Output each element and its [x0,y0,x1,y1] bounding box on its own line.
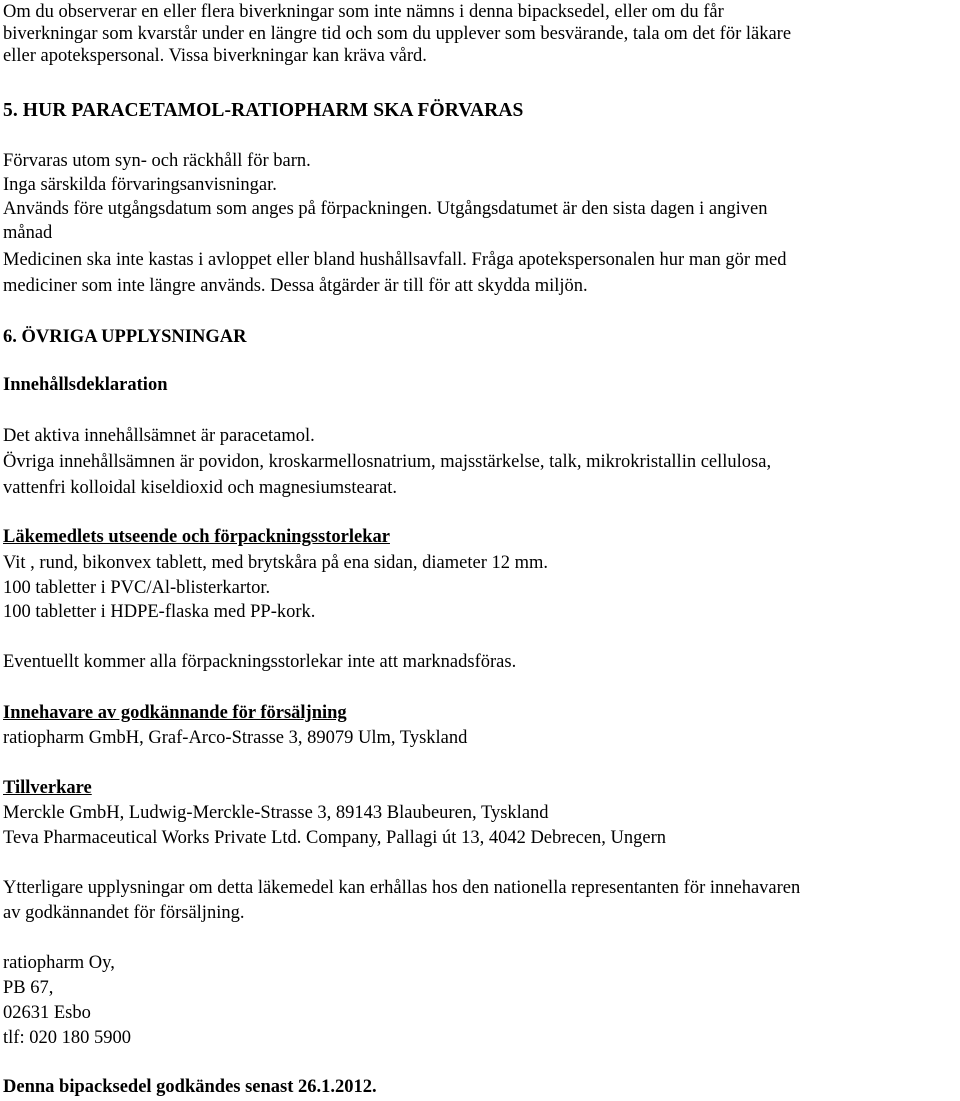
holder-heading: Innehavare av godkännande för försäljning [3,703,347,723]
appearance-line-3: 100 tabletter i HDPE-flaska med PP-kork. [3,602,316,622]
approval-date: Denna bipacksedel godkändes senast 26.1.2012. [3,1077,377,1097]
appearance-note: Eventuellt kommer alla förpackningsstorlekar inte att marknadsföras. [3,652,517,672]
intro-line-2: biverkningar som kvarstår under en längre tid och som du upplever som besvärande, tala om det för läkare [3,24,792,44]
more-info-line-1: Ytterligare upplysningar om detta läkemedel kan erhållas hos den nationella representanten för innehavaren [3,878,801,898]
appearance-heading: Läkemedlets utseende och förpackningsstorlekar [3,527,390,547]
manufacturer-line-2: Teva Pharmaceutical Works Private Ltd. Company, Pallagi út 13, 4042 Debrecen, Ungern [3,828,667,848]
intro-line-1: Om du observerar en eller flera biverkningar som inte nämns i denna bipacksedel, eller om du får [3,2,724,22]
section-5-line-5: Medicinen ska inte kastas i avloppet eller bland hushållsavfall. Fråga apotekspersonalen hur man gör med [3,250,787,270]
holder-line: ratiopharm GmbH, Graf-Arco-Strasse 3, 89079 Ulm, Tyskland [3,728,468,748]
appearance-line-1: Vit , rund, bikonvex tablett, med brytskåra på ena sidan, diameter 12 mm. [3,553,549,573]
representative-line-1: ratiopharm Oy, [3,953,115,973]
content-declaration-heading: Innehållsdeklaration [3,375,168,395]
section-5-line-6: mediciner som inte längre används. Dessa åtgärder är till för att skydda miljön. [3,276,588,296]
content-line-1: Det aktiva innehållsämnet är paracetamol. [3,426,315,446]
content-line-3: vattenfri kolloidal kiseldioxid och magnesiumstearat. [3,478,398,498]
section-5-line-2: Inga särskilda förvaringsanvisningar. [3,175,277,195]
section-6-heading: 6. ÖVRIGA UPPLYSNINGAR [3,327,247,347]
section-5-line-4: månad [3,223,53,243]
section-5-heading: 5. HUR PARACETAMOL-RATIOPHARM SKA FÖRVARAS [3,100,524,121]
representative-phone: tlf: 020 180 5900 [3,1028,131,1048]
intro-line-3: eller apotekspersonal. Vissa biverkningar kan kräva vård. [3,46,427,66]
manufacturer-line-1: Merckle GmbH, Ludwig-Merckle-Strasse 3, 89143 Blaubeuren, Tyskland [3,803,549,823]
representative-line-2: PB 67, [3,978,54,998]
section-5-line-3: Används före utgångsdatum som anges på förpackningen. Utgångsdatumet är den sista dagen i angiven [3,199,768,219]
content-line-2: Övriga innehållsämnen är povidon, kroskarmellosnatrium, majsstärkelse, talk, mikrokristallin cellulosa, [3,452,772,472]
manufacturer-heading: Tillverkare [3,778,92,798]
section-5-line-1: Förvaras utom syn- och räckhåll för barn. [3,151,311,171]
appearance-line-2: 100 tabletter i PVC/Al-blisterkartor. [3,578,271,598]
representative-line-3: 02631 Esbo [3,1003,91,1023]
more-info-line-2: av godkännandet för försäljning. [3,903,245,923]
